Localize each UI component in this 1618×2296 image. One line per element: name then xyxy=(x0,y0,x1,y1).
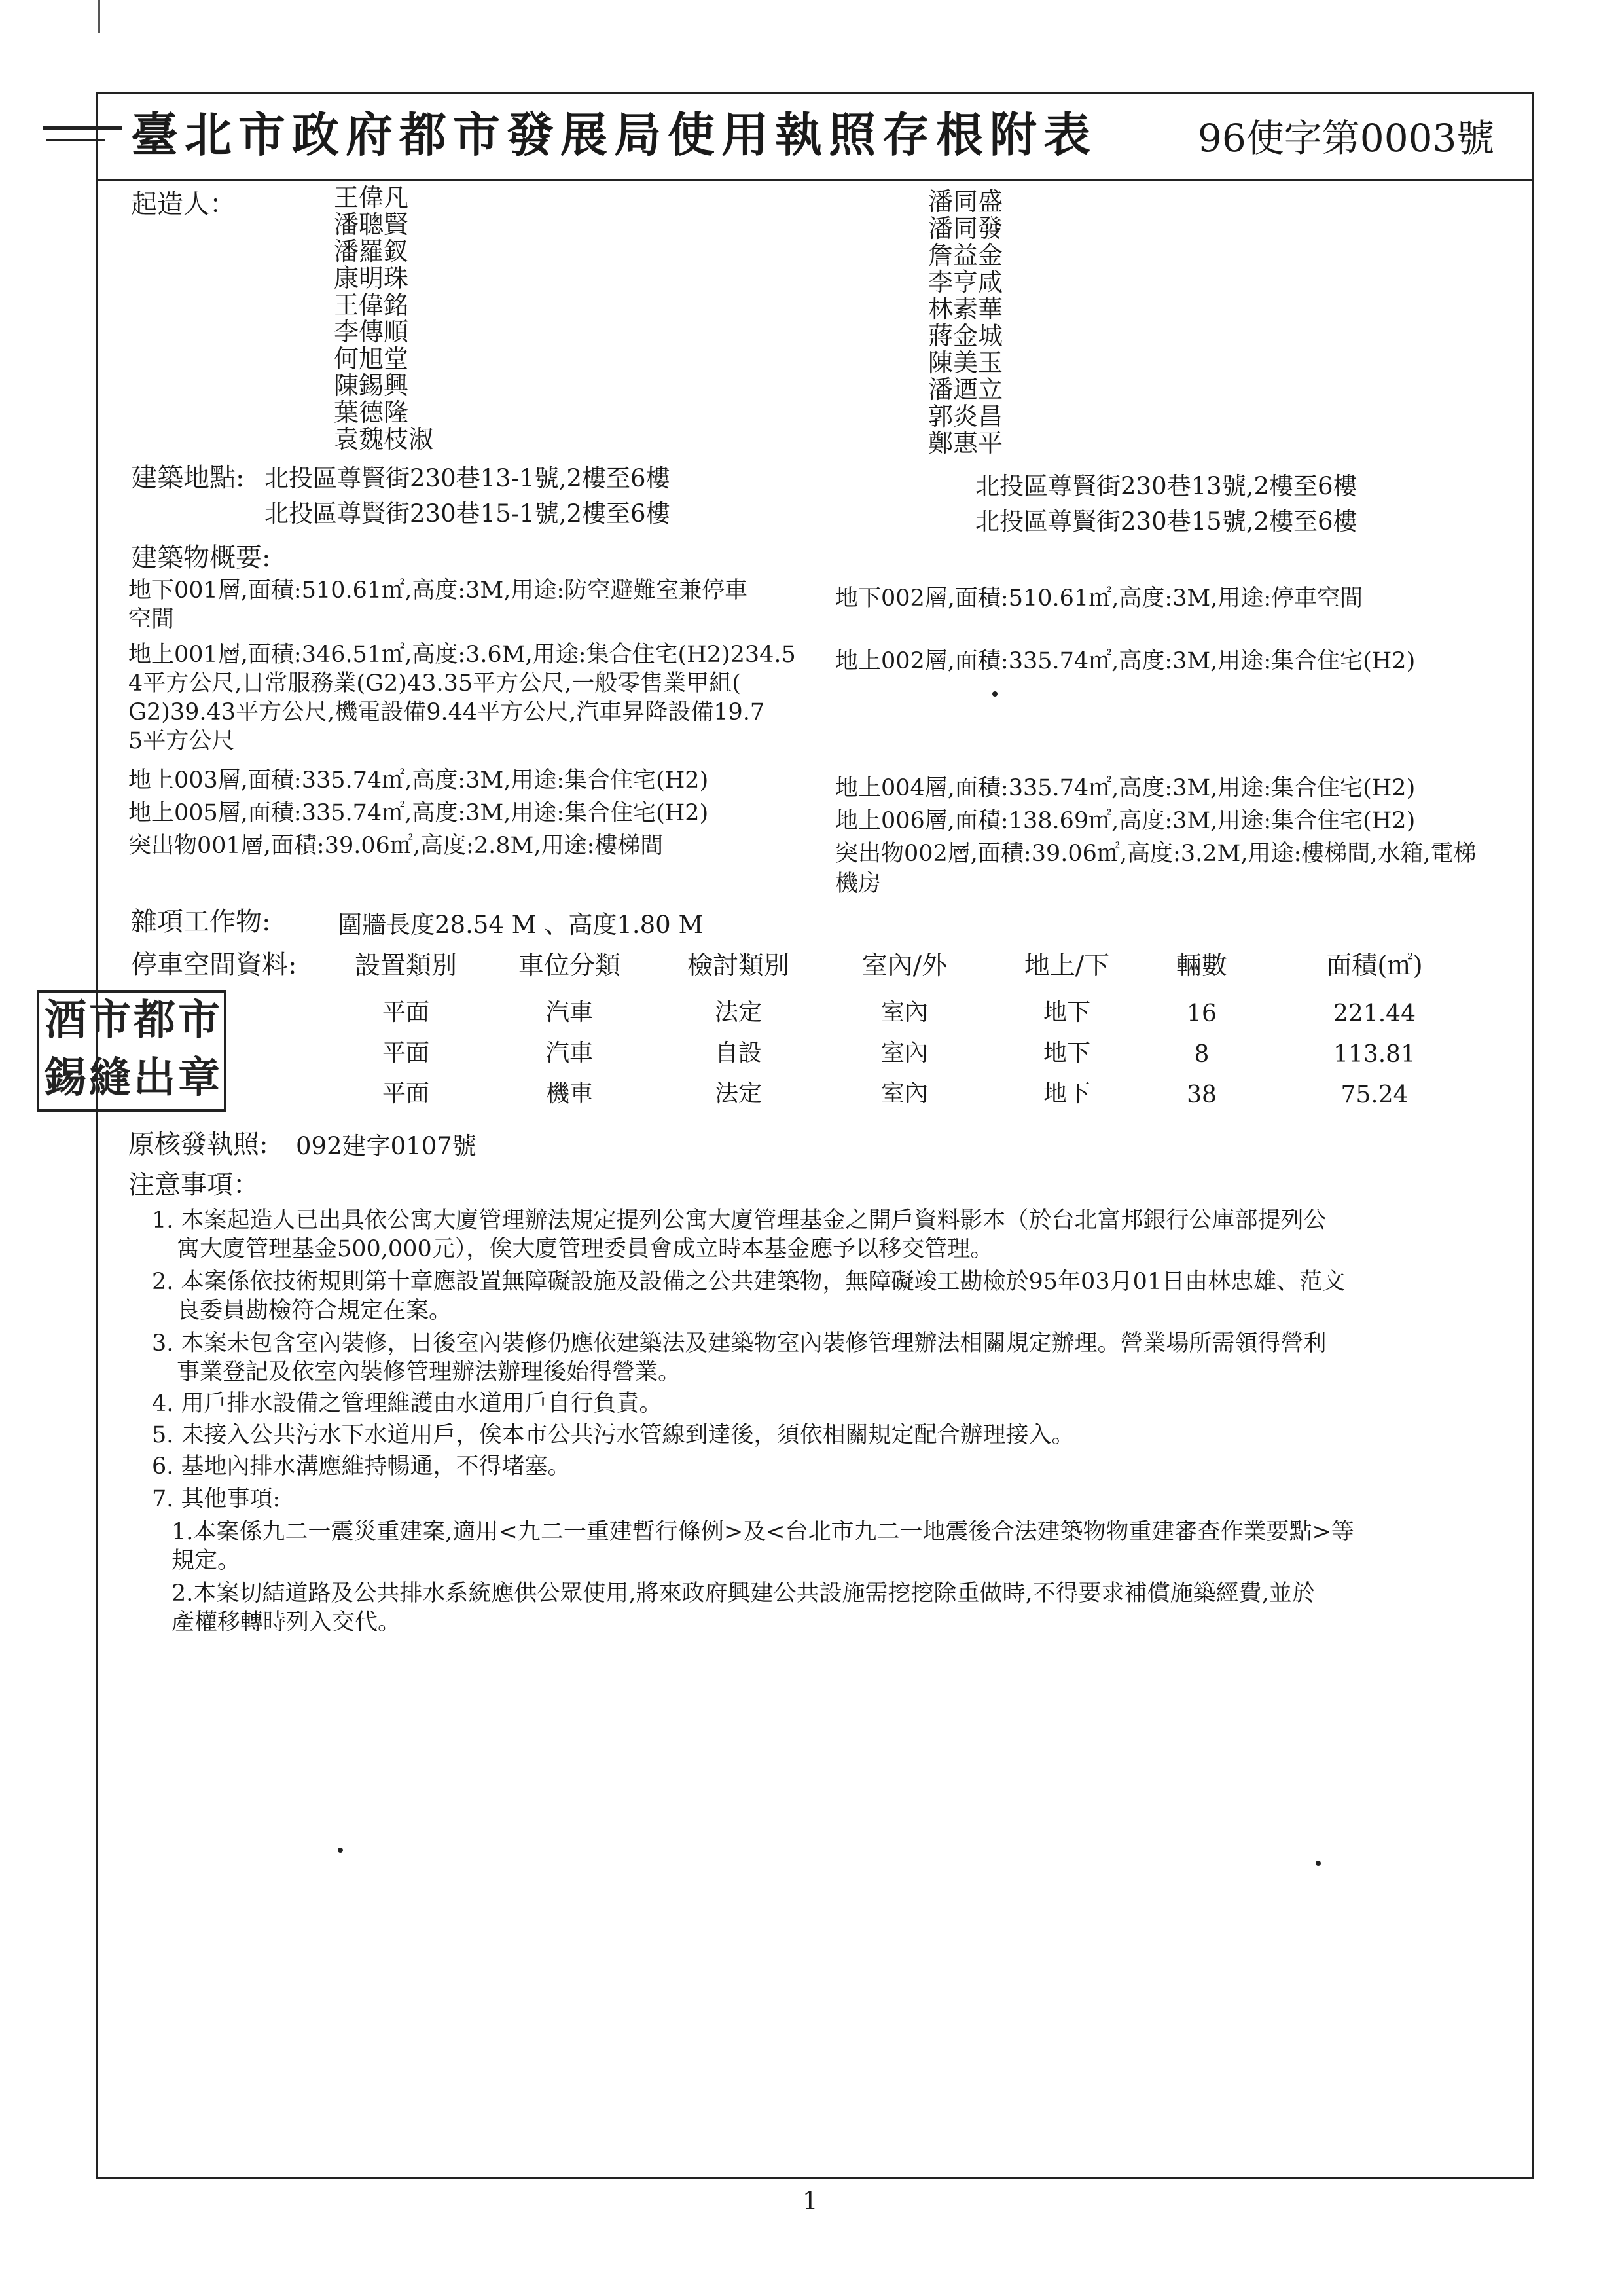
parking-header: 設置類別 xyxy=(354,951,457,981)
floor-1: 地上001層,面積:346.51㎡,高度:3.6M,用途:集合住宅(H2)234.5 xyxy=(128,642,796,668)
scan-speck xyxy=(992,691,998,697)
note-5: 5. 未接入公共污水下水道用戶，俟本市公共污水管線到達後，須依相關規定配合辦理接入。 xyxy=(152,1422,1075,1448)
parking-header: 地上/下 xyxy=(1024,951,1110,981)
site-address: 北投區尊賢街230巷15號,2樓至6樓 xyxy=(975,507,1357,536)
note-3: 3. 本案未包含室內裝修，日後室內裝修仍應依建築法及建築物室內裝修管理辦法相關規定辦理。營業場所需領得營利 xyxy=(152,1330,1327,1357)
floor-4: 地上004層,面積:335.74㎡,高度:3M,用途:集合住宅(H2) xyxy=(835,775,1416,801)
parking-cell: 法定 xyxy=(714,999,762,1026)
note-6: 6. 基地內排水溝應維持暢通，不得堵塞。 xyxy=(152,1453,571,1480)
applicant-name: 潘同盛 xyxy=(928,187,1003,216)
scan-mark xyxy=(98,0,100,33)
seal-glyph: 縫 xyxy=(89,1053,131,1102)
applicant-name: 潘聰賢 xyxy=(334,210,409,239)
note-1: 1. 本案起造人已出具依公寓大廈管理辦法規定提列公寓大廈管理基金之開戶資料影本（於台北富邦銀行公庫部提列公 xyxy=(152,1207,1327,1233)
scan-speck xyxy=(1316,1861,1321,1866)
seal-glyph: 章 xyxy=(178,1053,220,1102)
parking-cell: 地下 xyxy=(1043,1040,1090,1066)
note-2-cont: 良委員勘檢符合規定在案。 xyxy=(177,1298,452,1324)
note-7-2-cont: 產權移轉時列入交代。 xyxy=(171,1609,401,1635)
floor-6: 地上006層,面積:138.69㎡,高度:3M,用途:集合住宅(H2) xyxy=(835,808,1416,834)
note-3-cont: 事業登記及依室內裝修管理辦法辦理後始得營業。 xyxy=(177,1359,681,1385)
applicants-label: 起造人： xyxy=(131,189,236,219)
applicants-column-1 xyxy=(334,185,433,453)
seal-glyph: 錫 xyxy=(45,1053,86,1102)
applicant-name: 王偉銘 xyxy=(334,291,409,319)
applicants-column-2 xyxy=(928,189,1003,457)
floor-1-cont: G2)39.43平方公尺,機電設備9.44平方公尺,汽車昇降設備19.7 xyxy=(128,699,765,725)
floor-b1: 地下001層,面積:510.61㎡,高度:3M,用途:防空避難室兼停車 xyxy=(128,577,748,604)
parking-cell: 機車 xyxy=(545,1080,593,1107)
misc-value: 圍牆長度28.54 M 、高度1.80 M xyxy=(338,911,704,939)
floor-2: 地上002層,面積:335.74㎡,高度:3M,用途:集合住宅(H2) xyxy=(835,648,1416,674)
site-label: 建築地點: xyxy=(131,463,245,493)
parking-cell: 室內 xyxy=(880,999,928,1026)
parking-cell: 地下 xyxy=(1043,1080,1090,1107)
permit-number: 96使字第0003號 xyxy=(1198,116,1495,160)
applicant-name: 袁魏枝淑 xyxy=(334,425,434,454)
applicant-name: 潘同發 xyxy=(928,214,1003,243)
parking-cell: 汽車 xyxy=(545,999,593,1026)
applicant-name: 潘羅釵 xyxy=(334,237,409,266)
document-title: 臺北市政府都市發展局使用執照存根附表 xyxy=(131,107,1098,162)
parking-cell: 平面 xyxy=(382,1040,429,1066)
applicant-name: 鄭惠平 xyxy=(928,429,1003,458)
parking-cell: 38 xyxy=(1187,1082,1217,1108)
floor-1-cont: 5平方公尺 xyxy=(128,728,235,754)
floor-5: 地上005層,面積:335.74㎡,高度:3M,用途:集合住宅(H2) xyxy=(128,800,709,826)
applicant-name: 李傳順 xyxy=(334,318,409,346)
note-7-1: 1.本案係九二一震災重建案,適用<九二一重建暫行條例>及<台北市九二一地震後合法建築物物重建審查作業要點>等 xyxy=(171,1519,1354,1545)
seal-glyph: 都 xyxy=(134,996,175,1045)
site-address: 北投區尊賢街230巷13-1號,2樓至6樓 xyxy=(264,464,670,492)
parking-cell: 室內 xyxy=(880,1040,928,1066)
notes-label: 注意事項： xyxy=(128,1170,259,1200)
parking-header: 室內/外 xyxy=(861,951,948,981)
seal-glyph: 酒 xyxy=(45,996,86,1045)
parking-cell: 16 xyxy=(1187,1000,1217,1027)
parking-cell: 自設 xyxy=(714,1040,762,1066)
roof-2: 突出物002層,面積:39.06㎡,高度:3.2M,用途:樓梯間,水箱,電梯 xyxy=(835,841,1477,867)
applicant-name: 李亨咸 xyxy=(928,268,1003,297)
site-address: 北投區尊賢街230巷15-1號,2樓至6樓 xyxy=(264,500,670,528)
applicant-name: 葉德隆 xyxy=(334,398,409,427)
parking-cell: 221.44 xyxy=(1333,1000,1416,1027)
parking-cell: 法定 xyxy=(714,1080,762,1107)
parking-cell: 113.81 xyxy=(1333,1041,1416,1068)
applicant-name: 康明珠 xyxy=(334,264,409,293)
parking-label: 停車空間資料: xyxy=(131,950,297,980)
parking-cell: 室內 xyxy=(880,1080,928,1107)
original-permit-value: 092建字0107號 xyxy=(296,1132,476,1160)
applicant-name: 潘迺立 xyxy=(928,375,1003,404)
parking-header: 輛數 xyxy=(1176,951,1227,981)
parking-cell: 平面 xyxy=(382,999,429,1026)
title-divider xyxy=(96,179,1532,181)
applicant-name: 蔣金城 xyxy=(928,321,1003,350)
applicant-name: 王偉凡 xyxy=(334,183,409,212)
parking-header: 車位分類 xyxy=(518,951,620,981)
applicant-name: 陳美玉 xyxy=(928,348,1003,377)
parking-header: 面積(㎡) xyxy=(1326,951,1423,981)
parking-cell: 8 xyxy=(1194,1041,1210,1068)
parking-header: 檢討類別 xyxy=(687,951,789,981)
seal-glyph: 市 xyxy=(178,996,220,1045)
page-number: 1 xyxy=(802,2187,818,2215)
applicant-name: 何旭堂 xyxy=(334,344,409,373)
applicant-name: 郭炎昌 xyxy=(928,402,1003,431)
note-7: 7. 其他事項: xyxy=(152,1486,281,1512)
roof-1: 突出物001層,面積:39.06㎡,高度:2.8M,用途:樓梯間 xyxy=(128,833,664,859)
note-1-cont: 寓大廈管理基金500,000元），俟大廈管理委員會成立時本基金應予以移交管理。 xyxy=(177,1236,994,1262)
applicant-name: 林素華 xyxy=(928,295,1003,323)
note-7-1-cont: 規定。 xyxy=(171,1548,241,1574)
note-7-2: 2.本案切結道路及公共排水系統應供公眾使用,將來政府興建公共設施需挖挖除重做時,不得要求補償施築經費,並於 xyxy=(171,1580,1315,1607)
parking-cell: 75.24 xyxy=(1340,1082,1409,1108)
applicant-name: 陳錫興 xyxy=(334,371,409,400)
site-address: 北投區尊賢街230巷13號,2樓至6樓 xyxy=(975,472,1357,500)
original-permit-label: 原核發執照: xyxy=(128,1129,268,1159)
roof-2-cont: 機房 xyxy=(835,871,882,897)
parking-cell: 地下 xyxy=(1043,999,1090,1026)
misc-label: 雜項工作物: xyxy=(131,907,271,937)
note-4: 4. 用戶排水設備之管理維護由水道用戶自行負責。 xyxy=(152,1391,662,1417)
parking-cell: 平面 xyxy=(382,1080,429,1107)
overview-label: 建築物概要: xyxy=(131,543,271,573)
parking-cell: 汽車 xyxy=(545,1040,593,1066)
note-2: 2. 本案係依技術規則第十章應設置無障礙設施及設備之公共建築物，無障礙竣工勘檢於95年03月01日由林忠雄、范文 xyxy=(152,1269,1346,1295)
scan-speck xyxy=(338,1848,343,1853)
seal-glyph: 出 xyxy=(134,1053,175,1102)
floor-b1-cont: 空間 xyxy=(128,606,175,632)
official-seal xyxy=(37,990,226,1112)
seal-glyph: 市 xyxy=(89,996,131,1045)
floor-3: 地上003層,面積:335.74㎡,高度:3M,用途:集合住宅(H2) xyxy=(128,767,709,793)
floor-1-cont: 4平方公尺,日常服務業(G2)43.35平方公尺,一般零售業甲組( xyxy=(128,670,741,697)
floor-b2: 地下002層,面積:510.61㎡,高度:3M,用途:停車空間 xyxy=(835,585,1363,611)
applicant-name: 詹益金 xyxy=(928,241,1003,270)
